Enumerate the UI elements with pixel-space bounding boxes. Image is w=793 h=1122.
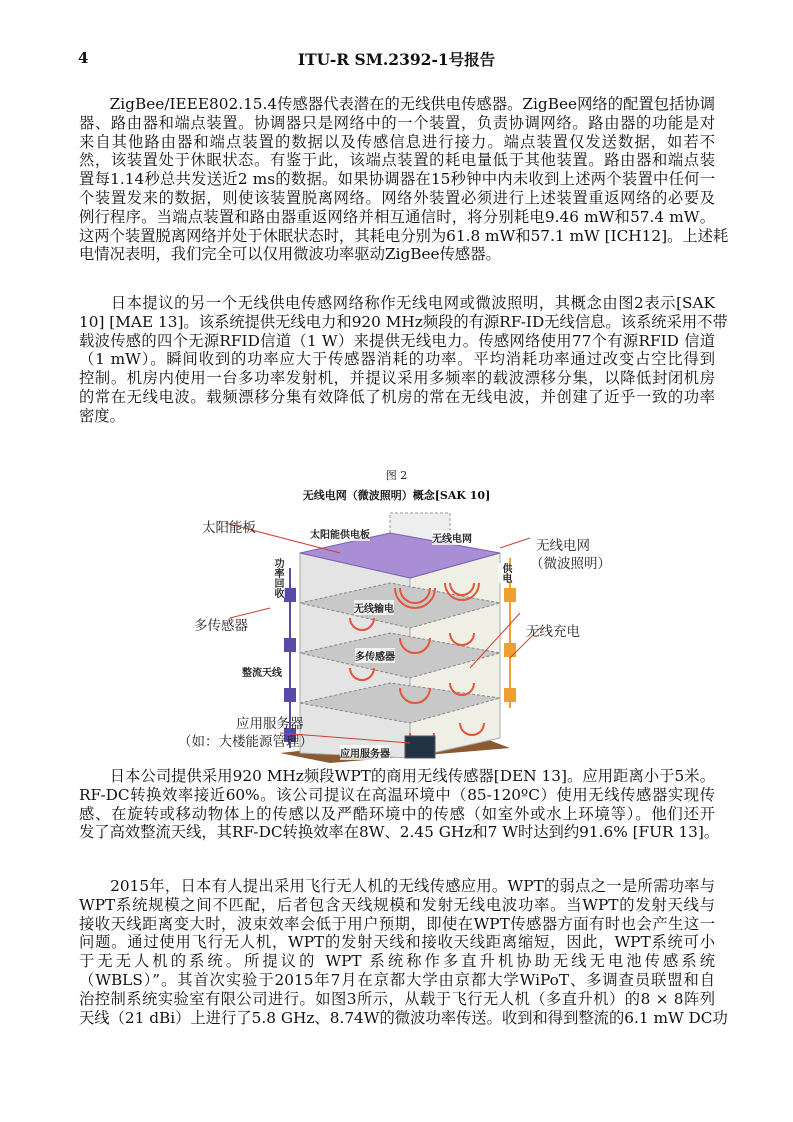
text-line: RF-DC转换效率接近60%。该公司提议在高温环境中（85-120ºC）使用无线传感器实现传 [79,785,715,804]
text-line: 例行程序。当端点装置和路由器重返网络并相互通信时，将分别耗电9.46 mW和57.4 mW。 [79,207,715,226]
inner-label-power-recovery: 功率回收 [272,558,283,598]
report-title: ITU-R SM.2392-1号报告 [297,50,496,69]
text-line: WPT系统规模之间不匹配，后者包含天线规模和发射无线电波功率。当WPT的发射天线与 [79,895,715,914]
text-line: ZigBee/IEEE802.15.4传感器代表潜在的无线供电传感器。ZigBee网络的配置包括协调 [79,95,715,113]
inner-label-wireless-grid: 无线电网 [432,530,472,545]
text-line: （1 mW）。瞬间收到的功率应大于传感器消耗的功率。平均消耗功率通过改变占空比得到 [79,350,715,369]
inner-label-app-server: 应用服务器 [340,745,390,760]
text-line: 个装置发来的数据，则使该装置脱离网络。网络外装置必须进行上述装置重返网络的必要及 [79,188,715,207]
text-line: 天线（21 dBi）上进行了5.8 GHz、8.74W的微波功率传送。收到和得到整流的6.1 mW DC功 [79,1008,728,1027]
text-line: 置每1.14秒总共发送近2 ms的数据。如果协调器在15秒钟中内未收到上述两个装置中任何一 [79,170,715,189]
text-line: 然，该装置处于休眠状态。有鉴于此，该端点装置的耗电量低于其他装置。路由器和端点装 [79,151,715,170]
label-app-server: 应用服务器 [236,716,304,732]
figure-title: 无线电网（微波照明）概念[SAK 10] [302,489,491,502]
inner-label-wireless-transmission: 无线输电 [354,600,394,615]
figure-wireless-grid-concept [170,508,620,763]
floor-slabs [300,583,500,723]
label-solar-panel: 太阳能板 [202,520,256,536]
text-line: 治控制系统实验室有限公司进行。如图3所示，从载于飞行无人机（多直升机）的8 × 8阵列 [79,989,715,1008]
text-line: 来自其他路由器和端点装置的数据以及传感信息进行接力。端点装置仅发送数据，如若不 [79,132,715,151]
text-line: 问题。通过使用飞行无人机，WPT的发射天线和接收天线距离缩短，因此，WPT系统可小 [79,933,715,952]
paragraph-commercial-sensors [79,767,720,842]
text-line: 感、在旋转或移动物体上的传感以及严酷环境中的传感（如室外或水上环境等）。他们还开 [79,804,715,823]
label-wireless-charging: 无线充电 [526,624,580,640]
text-line: 于无无人机的系统。所提议的 WPT 系统称作多直升机协助无线无电池传感系统 [79,952,715,971]
text-line: 密度。 [79,406,125,425]
text-line: 日本提议的另一个无线供电传感网络称作无线电网或微波照明，其概念由图2表示[SAK [79,294,715,312]
inner-label-solar-supply-panel: 太阳能供电板 [310,526,370,541]
inner-label-rectenna: 整流天线 [242,664,282,679]
page-number: 4 [78,49,89,67]
paragraph-wireless-grid [79,294,728,426]
paragraph-zigbee [79,95,729,264]
label-wireless-grid: 无线电网 [536,538,590,554]
inner-label-power-supply: 供电 [500,563,511,583]
server-screen [405,736,435,758]
text-line: 电情况表明，我们完全可以仅用微波功率驱动ZigBee传感器。 [79,245,501,264]
text-line: 这两个装置脱离网络并处于休眠状态时，其耗电分别为61.8 mW和57.1 mW [ICH12]。上述耗 [79,226,729,245]
text-line: 日本公司提供采用920 MHz频段WPT的商用无线传感器[DEN 13]。应用距离小于5米。 [79,767,715,785]
figure-number: 图 2 [385,469,408,482]
text-line: 控制。机房内使用一台多功率发射机，并提议采用多频率的载波漂移分集，以降低封闭机房 [79,369,715,388]
text-line: （WBLS）”。其首次实验于2015年7月在京都大学由京都大学WiPoT、多调查员联盟和自 [79,970,715,989]
text-line: 接收天线距离变大时，波束效率会低于用户预期，即使在WPT传感器方面有时也会产生这一 [79,914,715,933]
text-line: 10] [MAE 13]。该系统提供无线电力和920 MHz频段的有源RF-ID无线信息。该系统采用不带 [79,312,728,331]
label-app-server-example: （如：大楼能源管理） [178,734,313,750]
text-line: 的常在无线电波。载频漂移分集有效降低了机房的常在无线电波，并创建了近乎一致的功率 [79,387,715,406]
text-line: 发了高效整流天线，其RF-DC转换效率在8W、2.45 GHz和7 W时达到约91.6% [FUR 13]。 [79,823,720,842]
inner-label-multi-sensor: 多传感器 [355,648,395,663]
text-line: 器、路由器和端点装置。协调器只是网络中的一个装置，负责协调网络。路由器的功能是对 [79,113,715,132]
label-microwave-lighting: （微波照明） [530,556,611,572]
label-multi-sensor: 多传感器 [194,618,248,634]
paragraph-drone-wpt [79,877,728,1027]
text-line: 2015年，日本有人提出采用飞行无人机的无线传感应用。WPT的弱点之一是所需功率与 [79,877,715,895]
text-line: 载波传感的四个无源RFID信道（1 W）来提供无线电力。传感网络使用77个有源RFID 信道 [79,331,715,350]
